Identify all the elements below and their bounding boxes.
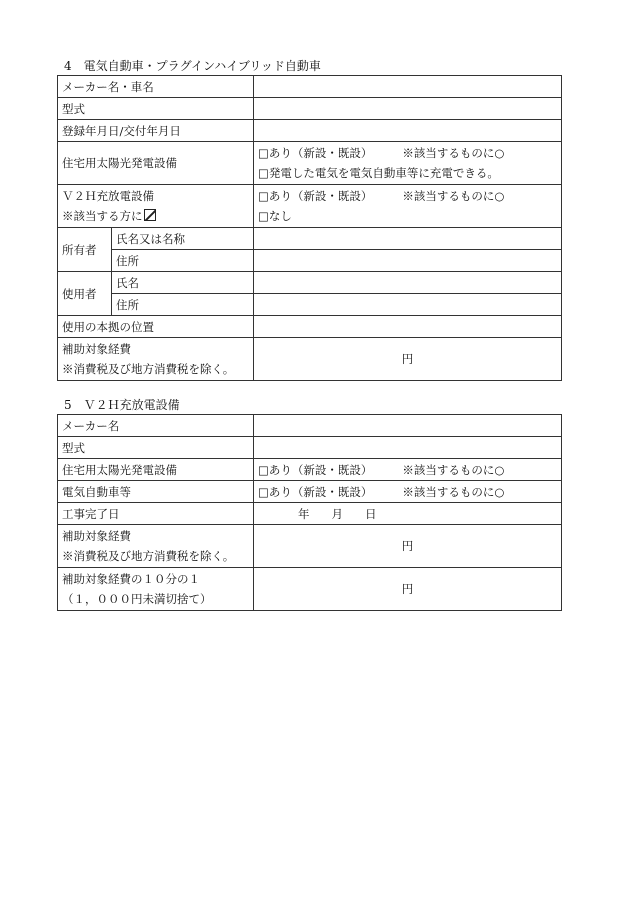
table-row bbox=[58, 459, 562, 481]
registration-date-label: 登録年月日/交付年月日 bbox=[58, 120, 254, 142]
table-row bbox=[58, 481, 562, 503]
table-row bbox=[58, 98, 562, 120]
cost-tax-note: ※消費税及び地方消費税を除く。 bbox=[62, 362, 235, 376]
day-label: 日 bbox=[365, 506, 377, 521]
v2h-cost-label-text: 補助対象経費 bbox=[62, 529, 131, 543]
maker-input[interactable] bbox=[254, 76, 562, 98]
table-row bbox=[58, 250, 562, 272]
model-label: 型式 bbox=[58, 98, 254, 120]
section5-title: 5 Ｖ２Ｈ充放電設備 bbox=[64, 398, 180, 412]
solar-label: 住宅用太陽光発電設備 bbox=[58, 142, 254, 185]
user-address-label: 住所 bbox=[112, 294, 254, 316]
v2h-solar-label: 住宅用太陽光発電設備 bbox=[58, 459, 254, 481]
cost-input[interactable]: 円 bbox=[254, 338, 562, 381]
owner-label: 所有者 bbox=[58, 228, 112, 272]
base-location-input[interactable] bbox=[254, 316, 562, 338]
table-row bbox=[58, 316, 562, 338]
cost-label-text: 補助対象経費 bbox=[62, 342, 131, 356]
table-row bbox=[58, 142, 562, 185]
v2h-cost-input[interactable]: 円 bbox=[254, 525, 562, 568]
v2h-label bbox=[58, 185, 254, 228]
solar-existence-checkbox[interactable]: □あり（新設・既設） bbox=[258, 146, 373, 160]
ev-phev-table bbox=[57, 75, 562, 381]
v2h-solar-checkbox[interactable]: □あり（新設・既設） bbox=[258, 462, 373, 477]
v2h-model-label: 型式 bbox=[58, 437, 254, 459]
model-input[interactable] bbox=[254, 98, 562, 120]
user-name-label: 氏名 bbox=[112, 272, 254, 294]
table-row bbox=[58, 228, 562, 250]
tenth-cost-rounding-note: （１，０００円未満切捨て） bbox=[62, 592, 212, 606]
ev-checkbox[interactable]: □あり（新設・既設） bbox=[258, 484, 373, 499]
v2h-model-input[interactable] bbox=[254, 437, 562, 459]
year-label: 年 bbox=[298, 506, 310, 521]
tenth-cost-label bbox=[58, 568, 254, 611]
v2h-instruction: ※該当する方に bbox=[62, 209, 143, 223]
v2h-solar-note: ※該当するものに○ bbox=[402, 462, 505, 477]
v2h-options bbox=[254, 185, 562, 228]
owner-name-input[interactable] bbox=[254, 228, 562, 250]
solar-note: ※該当するものに○ bbox=[402, 146, 505, 160]
ev-note: ※該当するものに○ bbox=[402, 484, 505, 499]
solar-options bbox=[254, 142, 562, 185]
v2h-maker-input[interactable] bbox=[254, 415, 562, 437]
v2h-solar-options bbox=[254, 459, 562, 481]
table-row bbox=[58, 437, 562, 459]
tenth-cost-label-text: 補助対象経費の１０分の１ bbox=[62, 572, 200, 586]
v2h-label-text: Ｖ２Ｈ充放電設備 bbox=[62, 189, 154, 203]
table-row bbox=[58, 272, 562, 294]
table-row bbox=[58, 568, 562, 611]
cost-label bbox=[58, 338, 254, 381]
table-row bbox=[58, 185, 562, 228]
table-row bbox=[58, 294, 562, 316]
section4-title: 4 電気自動車・プラグインハイブリッド自動車 bbox=[64, 59, 321, 73]
table-row bbox=[58, 120, 562, 142]
v2h-none-checkbox[interactable]: □なし bbox=[258, 209, 292, 223]
table-row bbox=[58, 76, 562, 98]
solar-charge-checkbox[interactable]: □発電した電気を電気自動車等に充電できる。 bbox=[258, 166, 499, 180]
table-row bbox=[58, 525, 562, 568]
v2h-cost-tax-note: ※消費税及び地方消費税を除く。 bbox=[62, 549, 235, 563]
maker-label: メーカー名・車名 bbox=[58, 76, 254, 98]
v2h-note: ※該当するものに○ bbox=[402, 189, 505, 203]
tenth-cost-input[interactable]: 円 bbox=[254, 568, 562, 611]
owner-address-label: 住所 bbox=[112, 250, 254, 272]
v2h-existence-checkbox[interactable]: □あり（新設・既設） bbox=[258, 189, 373, 203]
registration-date-input[interactable] bbox=[254, 120, 562, 142]
user-address-input[interactable] bbox=[254, 294, 562, 316]
table-row bbox=[58, 415, 562, 437]
table-row bbox=[58, 338, 562, 381]
v2h-table bbox=[57, 414, 562, 611]
table-row bbox=[58, 503, 562, 525]
checked-box-icon bbox=[144, 209, 156, 221]
completion-date-label: 工事完了日 bbox=[58, 503, 254, 525]
completion-date-input[interactable] bbox=[254, 503, 562, 525]
v2h-maker-label: メーカー名 bbox=[58, 415, 254, 437]
user-label: 使用者 bbox=[58, 272, 112, 316]
v2h-cost-label bbox=[58, 525, 254, 568]
owner-address-input[interactable] bbox=[254, 250, 562, 272]
base-location-label: 使用の本拠の位置 bbox=[58, 316, 254, 338]
ev-options bbox=[254, 481, 562, 503]
user-name-input[interactable] bbox=[254, 272, 562, 294]
month-label: 月 bbox=[331, 506, 343, 521]
owner-name-label: 氏名又は名称 bbox=[112, 228, 254, 250]
ev-label: 電気自動車等 bbox=[58, 481, 254, 503]
